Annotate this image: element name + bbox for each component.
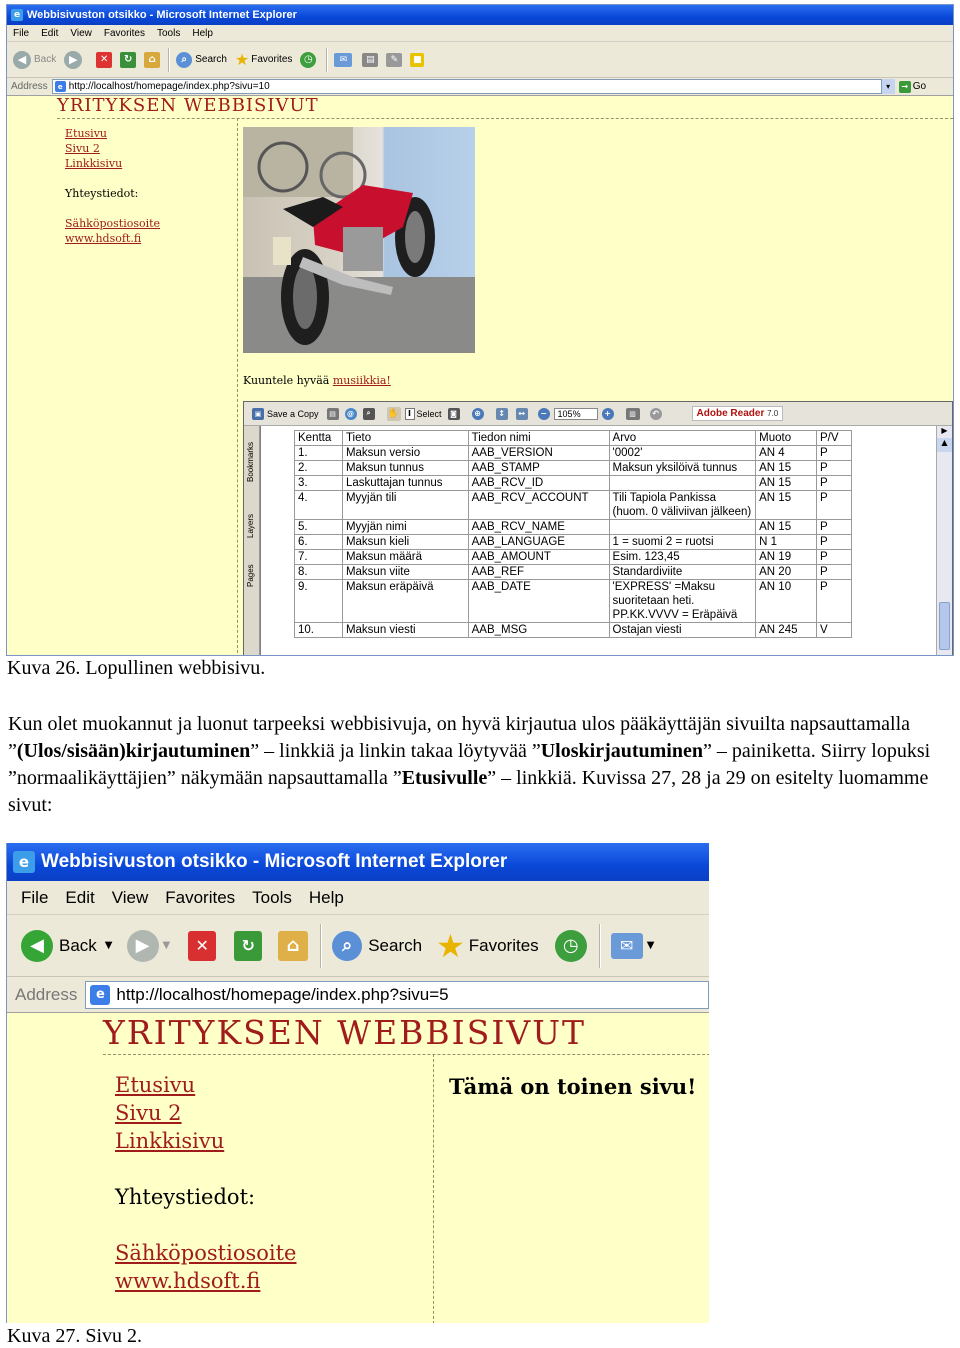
table-header-cell: Tiedon nimi [468,431,609,446]
page-icon: e [55,81,66,92]
site-header: YRITYKSEN WEBBISIVUT [103,1013,587,1052]
table-row [295,491,852,520]
table-cell: AAB_RCV_ID [468,476,609,491]
search-button[interactable] [176,52,227,68]
column-divider [433,1054,434,1323]
paragraph-text-1: Kun olet muokannut ja luonut tarpeeksi webbisivuja, on hyvä kirjautua ulos pääkäyttäjän sivuilta napsauttamalla ” [8,713,911,762]
search-label: Search [368,935,423,955]
paragraph-text-3: ” – painiketta. Siirry lopuksi ”normaalikäyttäjien” näkymään napsauttamalla ” [8,740,931,789]
toolbar [7,915,709,977]
music-line [243,374,391,387]
address-label: Address [11,81,48,92]
select-button[interactable]: Select [416,408,442,419]
table-row [295,476,852,491]
menu-help[interactable]: Help [192,27,213,39]
table-row [295,461,852,476]
table-cell: AAB_STAMP [468,461,609,476]
table-cell: P [817,461,852,476]
paragraph-bold-2: Uloskirjautuminen [540,740,703,762]
table-cell: 10. [295,623,343,638]
table-row [295,580,852,623]
ie-icon: e [13,851,35,873]
nav-link-sivu2[interactable]: Sivu 2 [115,1101,182,1125]
menu-tools[interactable]: Tools [252,887,292,907]
browser-window-2 [6,843,709,1323]
table-cell: AAB_MSG [468,623,609,638]
adobe-reader-logo [692,406,784,421]
favorites-label: Favorites [468,935,539,955]
table-cell: Ostajan viesti [609,623,756,638]
search-icon: ⌕ [332,931,362,961]
table-cell: AN 15 [756,476,817,491]
table-cell: P [817,550,852,565]
table-row [295,446,852,461]
address-input[interactable] [85,981,709,1009]
zoom-in-icon[interactable]: + [602,408,614,420]
messenger-icon[interactable]: ■ [410,53,424,67]
forward-arrow-icon[interactable]: ▶ [127,930,159,962]
fit-page-icon[interactable]: ↕ [496,408,508,420]
address-input[interactable] [52,79,882,94]
motorcycle-drawing [243,127,475,353]
table-cell: Maksun kieli [342,535,468,550]
refresh-icon[interactable]: ↻ [120,52,136,68]
table-cell: AN 19 [756,550,817,565]
table-cell: AAB_AMOUNT [468,550,609,565]
contact-heading: Yhteystiedot: [115,1185,256,1209]
table-cell: Myyjän nimi [342,520,468,535]
table-cell: P [817,491,852,520]
caption-figure-26: Kuva 26. Lopullinen webbisivu. [7,657,266,679]
address-label: Address [15,984,78,1004]
refresh-icon[interactable]: ↻ [234,931,262,961]
table-cell: AAB_DATE [468,580,609,623]
search-button[interactable] [332,931,422,961]
pdf-scrollbar[interactable] [936,426,952,656]
table-cell: 8. [295,565,343,580]
paragraph-bold-1: (Ulos/sisään)kirjautuminen [16,740,251,762]
nav-link-sivu2[interactable]: Sivu 2 [65,142,100,155]
table-cell: 6. [295,535,343,550]
table-cell: AAB_LANGUAGE [468,535,609,550]
table-header-cell: P/V [817,431,852,446]
title-bar [7,5,953,25]
menu-favorites[interactable]: Favorites [103,27,145,39]
chevron-down-icon: ▼ [162,940,171,951]
back-arrow-icon: ◀ [13,51,31,69]
table-row [295,623,852,638]
stop-icon[interactable]: ✕ [188,931,216,961]
table-cell: Maksun eräpäivä [342,580,468,623]
table-cell: Myyjän tili [342,491,468,520]
stop-icon[interactable]: ✕ [96,52,112,68]
search-icon: ⌕ [176,52,192,68]
mail-icon[interactable]: ✉ [611,933,643,959]
chevron-down-icon: ▼ [104,940,113,951]
table-cell: Laskuttajan tunnus [342,476,468,491]
pdf-page [261,426,936,656]
table-cell: P [817,580,852,623]
music-link[interactable]: musiikkia! [332,374,391,387]
caption-figure-27: Kuva 27. Sivu 2. [7,1325,142,1347]
snapshot-icon[interactable]: ◙ [448,408,460,420]
table-cell [609,476,756,491]
chevron-down-icon: ▼ [646,940,655,951]
nav-link-linkkisivu[interactable]: Linkkisivu [115,1129,225,1153]
table-cell: Standardiviite [609,565,756,580]
table-cell: 2. [295,461,343,476]
back-button[interactable] [21,930,113,962]
nav-link-linkkisivu[interactable]: Linkkisivu [65,157,123,170]
music-text: Kuuntele hyvää [243,374,333,387]
table-cell: 1 = suomi 2 = ruotsi [609,535,756,550]
address-bar [7,977,709,1013]
history-icon[interactable]: ◷ [300,52,316,68]
contact-heading: Yhteystiedot: [65,187,139,200]
table-row [295,565,852,580]
tab-pages[interactable]: Pages [246,564,255,588]
print-icon[interactable]: ▤ [362,53,378,67]
table-cell: Maksun yksilöivä tunnus [609,461,756,476]
table-cell: 7. [295,550,343,565]
table-cell [609,520,756,535]
table-cell: 3. [295,476,343,491]
find-icon[interactable]: ⌕ [363,408,375,420]
fit-width-icon[interactable]: ↔ [516,408,528,420]
menu-bar [7,25,953,42]
site-header: YRITYKSEN WEBBISIVUT [57,96,319,116]
table-cell: N 1 [756,535,817,550]
motorcycle-photo [243,127,475,353]
table-header-row [295,431,852,446]
nav-link-web[interactable]: www.hdsoft.fi [65,232,142,245]
table-header-cell: Arvo [609,431,756,446]
table-cell: AN 15 [756,461,817,476]
table-cell: AN 15 [756,520,817,535]
table-cell: P [817,535,852,550]
nav-link-etusivu[interactable]: Etusivu [115,1073,196,1097]
table-cell: Maksun tunnus [342,461,468,476]
favorites-label: Favorites [251,54,293,65]
scroll-thumb[interactable] [939,602,950,650]
table-row [295,520,852,535]
window-title: Webbisivuston otsikko - Microsoft Internet Explorer [41,851,508,872]
column-divider [237,118,238,656]
reader-label: Adobe Reader [696,408,765,419]
table-cell: AAB_REF [468,565,609,580]
table-header-cell: Kentta [295,431,343,446]
title-bar [7,843,709,881]
mail-icon[interactable]: ✉ [334,53,352,67]
table-cell: AN 4 [756,446,817,461]
header-divider [103,1054,709,1055]
select-icon[interactable]: I [405,408,415,420]
favorites-button[interactable] [436,927,539,965]
back-label: Back [34,54,57,65]
table-cell: AN 10 [756,580,817,623]
menu-view[interactable]: View [111,887,149,907]
page-icon: e [90,985,110,1005]
menu-favorites[interactable]: Favorites [165,887,236,907]
history-icon[interactable]: ◷ [555,930,587,962]
nav-menu [65,126,160,246]
print-icon[interactable]: ▤ [327,408,339,420]
table-cell: 9. [295,580,343,623]
address-bar [7,78,953,96]
nav-link-web[interactable]: www.hdsoft.fi [115,1269,261,1293]
menu-view[interactable]: View [70,27,92,39]
table-header-cell: Muoto [756,431,817,446]
menu-bar [7,881,709,915]
back-label: Back [59,935,97,955]
star-icon: ★ [436,926,465,965]
save-copy-button[interactable]: Save a Copy [267,408,319,419]
menu-file[interactable]: File [13,27,30,39]
table-row [295,550,852,565]
table-cell: Maksun versio [342,446,468,461]
menu-edit[interactable]: Edit [65,887,95,907]
back-button[interactable] [13,51,56,69]
nav-link-email[interactable]: Sähköpostiosoite [65,217,161,230]
table-cell: P [817,520,852,535]
body-paragraph [8,711,954,819]
menu-help[interactable]: Help [308,887,344,907]
nav-link-etusivu[interactable]: Etusivu [65,127,107,140]
table-cell: AAB_RCV_ACCOUNT [468,491,609,520]
paragraph-text-2: ” – linkkiä ja linkin takaa löytyvää ” [250,740,541,762]
table-cell: AAB_VERSION [468,446,609,461]
table-cell: V [817,623,852,638]
table-cell: AN 20 [756,565,817,580]
table-cell: '0002' [609,446,756,461]
table-cell: 'EXPRESS' =Maksu suoritetaan heti. PP.KK.VVVV = Eräpäivä [609,580,756,623]
scroll-up-icon[interactable]: ▲ [937,438,952,452]
ie-icon: e [11,9,23,21]
go-button[interactable]: Go [912,81,927,92]
pdf-toolbar [244,402,952,426]
table-cell: Maksun määrä [342,550,468,565]
email-icon[interactable]: @ [345,408,357,420]
table-cell: AN 245 [756,623,817,638]
table-cell: AAB_RCV_NAME [468,520,609,535]
table-cell: Maksun viite [342,565,468,580]
page-layout-icon[interactable]: ▥ [626,408,640,420]
go-arrow-icon[interactable]: → [899,81,911,93]
data-table [294,430,852,638]
table-cell: P [817,476,852,491]
menu-edit[interactable]: Edit [41,27,59,39]
menu-tools[interactable]: Tools [156,27,181,39]
rotate-icon[interactable]: ↶ [650,408,662,420]
table-cell: 1. [295,446,343,461]
table-cell: Tili Tapiola Pankissa (huom. 0 väliviivan jälkeen) [609,491,756,520]
browser-window-1 [6,4,954,656]
table-cell: AN 15 [756,491,817,520]
table-header-cell: Tieto [342,431,468,446]
tab-bookmarks[interactable]: Bookmarks [246,442,255,483]
address-url: http://localhost/homepage/index.php?sivu=10 [68,81,270,92]
dropdown-icon[interactable]: ▾ [882,79,895,94]
hand-icon[interactable]: ✋ [387,408,400,419]
zoom-field[interactable]: 105% [554,408,598,420]
table-row [295,535,852,550]
paragraph-text-4: ” – linkkiä. Kuvissa 27, 28 ja 29 on esitelty luomamme sivut: [8,767,929,816]
zoom-in-tool-icon[interactable]: ⊕ [472,408,484,420]
back-arrow-icon: ◀ [21,930,53,962]
menu-file[interactable]: File [21,887,49,907]
edit-icon[interactable]: ✎ [386,53,402,67]
home-icon[interactable]: ⌂ [144,52,160,68]
reader-version: 7.0 [767,409,779,418]
header-divider [57,118,953,119]
save-icon[interactable]: ▣ [252,408,264,420]
pdf-viewer [243,401,953,656]
table-cell: P [817,565,852,580]
nav-link-email[interactable]: Sähköpostiosoite [115,1241,297,1265]
page-content [7,1013,709,1323]
zoom-out-icon[interactable]: − [538,408,550,420]
window-title: Webbisivuston otsikko - Microsoft Internet Explorer [27,9,297,21]
table-cell: P [817,446,852,461]
table-cell: Maksun viesti [342,623,468,638]
page-message: Tämä on toinen sivu! [449,1074,697,1099]
favorites-button[interactable] [235,50,292,69]
forward-arrow-icon[interactable]: ▶ [64,51,82,69]
toolbar [7,42,953,78]
page-content [7,96,953,656]
paragraph-bold-3: Etusivulle [401,767,488,789]
pdf-nav-panel [244,426,260,656]
search-label: Search [195,54,227,65]
table-cell: 4. [295,491,343,520]
home-icon[interactable]: ⌂ [278,931,308,961]
scroll-right-icon[interactable]: ▶ [941,426,948,435]
star-icon: ★ [234,50,250,69]
table-cell: 5. [295,520,343,535]
tab-layers[interactable]: Layers [246,514,255,539]
address-url: http://localhost/homepage/index.php?sivu=5 [116,984,449,1004]
nav-menu [115,1071,296,1295]
table-cell: Esim. 123,45 [609,550,756,565]
